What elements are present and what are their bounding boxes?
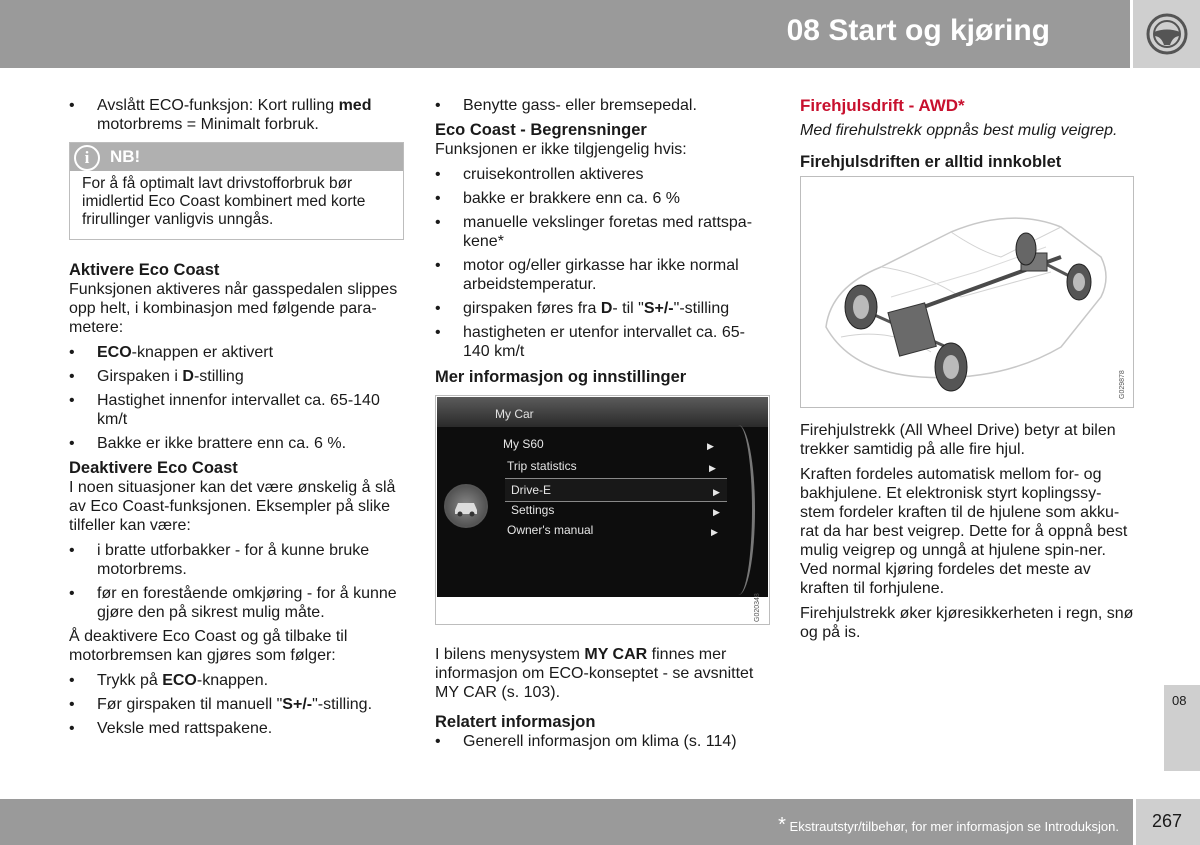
list-item: • Før girspaken til manuell "S+/-"-stilling.: [69, 695, 404, 714]
chapter-side-tab: [1164, 685, 1200, 771]
section-heading: Eco Coast - Begrensninger: [435, 121, 647, 139]
image-code: G029878: [1119, 370, 1126, 399]
column-left: [69, 96, 404, 743]
screen-title: My Car: [495, 407, 534, 421]
list-item: • ECO-knappen er aktivert: [69, 343, 404, 362]
page-footer: [0, 799, 1133, 845]
chapter-title: 08 Start og kjøring: [786, 14, 1050, 47]
menu-screenshot-figure: [435, 395, 770, 625]
menu-item-owners-manual: Owner's manual: [507, 523, 594, 537]
paragraph: Funksjonen aktiveres når gasspedalen slippes opp helt, i kombinasjon med følgende para-metere:: [69, 281, 398, 336]
list-item: • Benytte gass- eller bremsepedal.: [435, 96, 770, 115]
list-item: • bakke er brakkere enn ca. 6 %: [435, 189, 770, 208]
related-link[interactable]: • Generell informasjon om klima (s. 114): [435, 732, 770, 751]
paragraph: Kraften fordeles automatisk mellom for- og bakhjulene. Et elektronisk styrt koplingssy-stem fordeler kraften til de hjulene som akku-rat da har best veigrep. Dette for å oppnå best mulig veigrep og unngå at hjulene spin-ner. Ved normal kjøring fordeles det meste av kraften til forhjulene.: [800, 466, 1128, 597]
footnote: * Ekstrautstyr/tilbehør, for mer informasjon se Introduksjon.: [778, 814, 1119, 836]
column-middle: [435, 96, 770, 756]
menu-item-settings: Settings: [511, 503, 555, 517]
list-item: • Avslått ECO-funksjon: Kort rulling med motorbrems = Minimalt forbruk.: [69, 96, 404, 134]
section-heading: Relatert informasjon: [435, 713, 596, 731]
car-icon: [444, 484, 488, 528]
section-title: Firehjulsdrift - AWD*: [800, 96, 965, 115]
chevron-right-icon: ▶: [709, 463, 716, 473]
section-heading: Mer informasjon og innstillinger: [435, 368, 687, 386]
car-drivetrain-drawing: [801, 177, 1131, 405]
steering-wheel-icon: [1145, 12, 1189, 56]
info-icon: i: [74, 145, 100, 171]
page-number-box: [1133, 799, 1200, 845]
subtitle: Med firehulstrekk oppnås best mulig veigrep.: [800, 122, 1118, 139]
paragraph: I noen situasjoner kan det være ønskelig å slå av Eco Coast-funksjonen. Eksempler på slike tilfeller kan være:: [69, 479, 396, 534]
note-header: [70, 143, 403, 171]
chapter-number: 08: [1172, 693, 1187, 708]
chevron-right-icon: ▶: [713, 487, 720, 497]
chevron-right-icon: ▶: [711, 527, 718, 537]
list-item: • manuelle vekslinger foretas med rattspa-kene*: [435, 213, 770, 251]
section-heading: Deaktivere Eco Coast: [69, 459, 238, 477]
list-item: • Girspaken i D-stilling: [69, 367, 404, 386]
screen-arc-decoration: [722, 425, 755, 595]
list-item: • i bratte utforbakker - for å kunne bruke motorbrems.: [69, 541, 404, 579]
menu-item-drive-e: Drive-E: [511, 483, 552, 497]
list-item: • før en forestående omkjøring - for å kunne gjøre den på sikrest mulig måte.: [69, 584, 404, 622]
list-item: • Bakke er ikke brattere enn ca. 6 %.: [69, 434, 404, 453]
page-number: 267: [1152, 811, 1183, 831]
screen-title-bar: [437, 397, 768, 427]
paragraph: I bilens menysystem MY CAR finnes mer informasjon om ECO-konseptet - se avsnittet MY CAR (s. 103).: [435, 646, 754, 701]
note-label: NB!: [110, 147, 141, 166]
paragraph: Firehjulstrekk (All Wheel Drive) betyr at bilen trekker samtidig på alle fire hjul.: [800, 422, 1116, 458]
awd-car-illustration: [800, 176, 1134, 408]
list-item: • Hastighet innenfor intervallet ca. 65-140 km/t: [69, 391, 404, 429]
list-item: • motor og/eller girkasse har ikke normal arbeidstemperatur.: [435, 256, 770, 294]
section-heading: Firehjulsdriften er alltid innkoblet: [800, 153, 1062, 171]
note-text: For å få optimalt lavt drivstofforbruk bør imidlertid Eco Coast kombinert med korte frirullinger vanligvis unngås.: [82, 175, 366, 228]
menu-item-my-s60: My S60: [503, 437, 544, 451]
paragraph: Funksjonen er ikke tilgjengelig hvis:: [435, 141, 687, 158]
list-item: • hastigheten er utenfor intervallet ca. 65-140 km/t: [435, 323, 770, 361]
list-item: • Veksle med rattspakene.: [69, 719, 404, 738]
chevron-right-icon: ▶: [713, 507, 720, 517]
menu-item-trip-statistics: Trip statistics: [507, 459, 577, 473]
column-right: [800, 96, 1135, 648]
list-item: • girspaken føres fra D- til "S+/-"-stilling: [435, 299, 770, 318]
chapter-icon-box: [1130, 0, 1200, 68]
section-heading: Aktivere Eco Coast: [69, 261, 220, 279]
list-item: • cruisekontrollen aktiveres: [435, 165, 770, 184]
page-header: [0, 0, 1130, 68]
paragraph: Å deaktivere Eco Coast og gå tilbake til motorbremsen kan gjøres som følger:: [69, 628, 348, 664]
list-item: • Trykk på ECO-knappen.: [69, 671, 404, 690]
paragraph: Firehjulstrekk øker kjøresikkerheten i regn, snø og på is.: [800, 605, 1134, 641]
display-screen: [437, 397, 768, 597]
note-box: [69, 142, 404, 240]
chevron-right-icon: ▶: [707, 441, 714, 451]
image-code: G020348: [754, 593, 761, 622]
